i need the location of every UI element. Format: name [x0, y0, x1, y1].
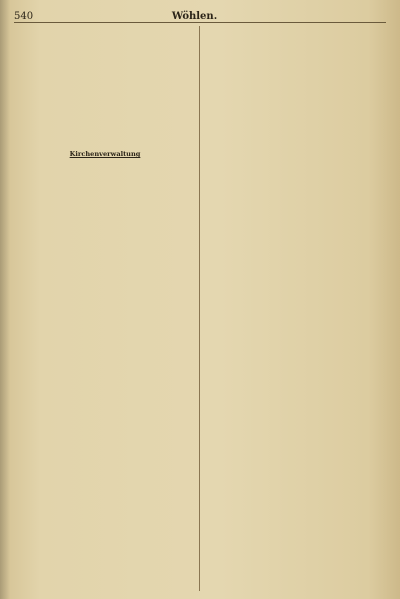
directory-entry: [204, 187, 386, 194]
directory-entry: [204, 296, 386, 303]
directory-entry: [204, 515, 386, 522]
directory-entry: [204, 500, 386, 507]
directory-entry: [204, 99, 386, 106]
directory-entry: [204, 318, 386, 325]
directory-entry: [14, 575, 196, 582]
page-header: [14, 8, 386, 23]
directory-entry: [204, 26, 386, 33]
directory-entry: [204, 260, 386, 267]
directory-entry: [204, 62, 386, 69]
directory-entry: [14, 458, 196, 465]
directory-entry: [204, 33, 386, 40]
directory-entry: [204, 384, 386, 391]
directory-entry: [204, 48, 386, 55]
directory-entry: [204, 340, 386, 347]
binding-shadow: [0, 0, 10, 599]
directory-entry: [14, 99, 196, 106]
directory-entry: [204, 77, 386, 84]
directory-entry: [14, 422, 196, 429]
directory-entry: [204, 435, 386, 442]
column-divider: [199, 26, 200, 591]
directory-entry: [204, 413, 386, 420]
directory-entry: [14, 77, 196, 84]
directory-entry: [14, 254, 196, 261]
directory-entry: [14, 378, 196, 385]
directory-entry: [14, 560, 196, 567]
right-column: [204, 26, 386, 593]
directory-entry: [204, 369, 386, 376]
directory-entry: [14, 188, 196, 195]
directory-entry: [14, 356, 196, 363]
directory-entry: [14, 290, 196, 297]
directory-entry: [204, 106, 386, 113]
directory-entry: [204, 70, 386, 77]
directory-entry: [14, 531, 196, 538]
directory-entry: [204, 457, 386, 464]
directory-entry: [204, 274, 386, 281]
directory-entry: [204, 289, 386, 296]
directory-entry: [14, 400, 196, 407]
directory-entry: [14, 217, 196, 224]
directory-entry: [14, 232, 196, 239]
directory-entry: [14, 436, 196, 443]
directory-entry: [204, 471, 386, 478]
directory-entry: [204, 551, 386, 558]
directory-entry: [14, 385, 196, 392]
directory-entry: [14, 121, 196, 128]
directory-entry: [14, 48, 196, 55]
directory-entry: [14, 327, 196, 334]
directory-entry: [204, 325, 386, 332]
directory-entry: [204, 391, 386, 398]
directory-entry: [14, 203, 196, 210]
directory-entry: [14, 363, 196, 370]
directory-entry: [14, 159, 196, 166]
directory-entry: [204, 508, 386, 515]
directory-entry: [204, 135, 386, 142]
left-entries-before-section: [14, 26, 196, 150]
directory-entry: [204, 223, 386, 230]
directory-entry: [204, 238, 386, 245]
directory-entry: [204, 143, 386, 150]
directory-entry: [204, 493, 386, 500]
directory-entry: [14, 106, 196, 113]
directory-entry: [204, 376, 386, 383]
directory-entry: [14, 70, 196, 77]
directory-entry: [204, 347, 386, 354]
directory-entry: [204, 464, 386, 471]
directory-entry: [204, 245, 386, 252]
directory-entry: [14, 582, 196, 589]
directory-entry: [204, 230, 386, 237]
directory-entry: [204, 41, 386, 48]
directory-entry: [204, 420, 386, 427]
directory-entry: [14, 502, 196, 509]
directory-entry: [204, 537, 386, 544]
directory-entry: [14, 225, 196, 232]
directory-entry: [14, 261, 196, 268]
directory-entry: [204, 581, 386, 588]
directory-entry: [14, 174, 196, 181]
directory-entry: [204, 121, 386, 128]
directory-entry: [14, 41, 196, 48]
directory-entry: [204, 566, 386, 573]
directory-entry: [14, 305, 196, 312]
directory-entry: [204, 172, 386, 179]
directory-entry: [204, 267, 386, 274]
directory-entry: [204, 449, 386, 456]
directory-entry: [14, 128, 196, 135]
directory-entry: [14, 276, 196, 283]
directory-entry: [204, 354, 386, 361]
directory-entry: [204, 544, 386, 551]
directory-entry: [14, 466, 196, 473]
directory-entry: [204, 529, 386, 536]
directory-entry: [204, 486, 386, 493]
directory-entry: [204, 252, 386, 259]
directory-entry: [14, 568, 196, 575]
right-entries: [204, 26, 386, 593]
directory-entry: [14, 371, 196, 378]
directory-entry: [204, 362, 386, 369]
directory-entry: [204, 303, 386, 310]
directory-entry: [204, 281, 386, 288]
section-title: Kirchenverwaltung: [69, 150, 141, 159]
directory-entry: [14, 181, 196, 188]
directory-entry: [204, 114, 386, 121]
directory-entry: [204, 179, 386, 186]
directory-entry: [204, 92, 386, 99]
directory-entry: [14, 487, 196, 494]
directory-entry: [14, 92, 196, 99]
directory-entry: [204, 311, 386, 318]
directory-entry: [14, 341, 196, 348]
directory-entry: [204, 588, 386, 593]
directory-entry: [14, 135, 196, 142]
directory-entry: [204, 150, 386, 157]
directory-entry: [14, 196, 196, 203]
directory-entry: [204, 84, 386, 91]
directory-entry: [14, 444, 196, 451]
directory-entry: [14, 312, 196, 319]
directory-entry: [14, 473, 196, 480]
directory-entry: [14, 143, 196, 150]
directory-entry: [14, 517, 196, 524]
directory-entry: [14, 509, 196, 516]
directory-entry: [14, 538, 196, 545]
directory-entry: [14, 33, 196, 40]
directory-entry: [204, 201, 386, 208]
directory-entry: [204, 165, 386, 172]
directory-entry: [204, 332, 386, 339]
directory-entry: [14, 269, 196, 276]
directory-entry: [14, 114, 196, 121]
directory-entry: [14, 247, 196, 254]
directory-entry: [204, 405, 386, 412]
directory-entry: [14, 26, 196, 33]
directory-entry: [204, 559, 386, 566]
directory-entry: [14, 298, 196, 305]
left-entries-after-section: [14, 159, 196, 593]
directory-entry: [14, 166, 196, 173]
directory-entry: [14, 524, 196, 531]
directory-entry: [204, 478, 386, 485]
directory-entry: [204, 522, 386, 529]
page-number: 540: [14, 11, 34, 22]
directory-entry: [14, 283, 196, 290]
directory-entry: [204, 55, 386, 62]
directory-entry: [204, 398, 386, 405]
directory-entry: [14, 553, 196, 560]
directory-entry: [14, 451, 196, 458]
directory-entry: [14, 546, 196, 553]
directory-entry: [14, 320, 196, 327]
directory-entry: [14, 239, 196, 246]
directory-entry: [204, 194, 386, 201]
directory-entry: [204, 157, 386, 164]
directory-entry: [14, 349, 196, 356]
directory-entry: [204, 427, 386, 434]
directory-entry: [204, 573, 386, 580]
directory-entry: [204, 442, 386, 449]
directory-entry: [14, 590, 196, 593]
directory-entry: [14, 62, 196, 69]
directory-entry: [14, 414, 196, 421]
running-title: Wöhlen.: [171, 11, 218, 22]
directory-entry: [14, 84, 196, 91]
directory-entry: [14, 334, 196, 341]
directory-entry: [14, 55, 196, 62]
directory-entry: [14, 407, 196, 414]
directory-entry: [14, 495, 196, 502]
left-column: [14, 26, 196, 593]
directory-entry: [204, 128, 386, 135]
directory-entry: [14, 210, 196, 217]
directory-entry: [204, 216, 386, 223]
directory-entry: [14, 429, 196, 436]
directory-entry: [204, 208, 386, 215]
directory-entry: [14, 480, 196, 487]
directory-entry: [14, 393, 196, 400]
